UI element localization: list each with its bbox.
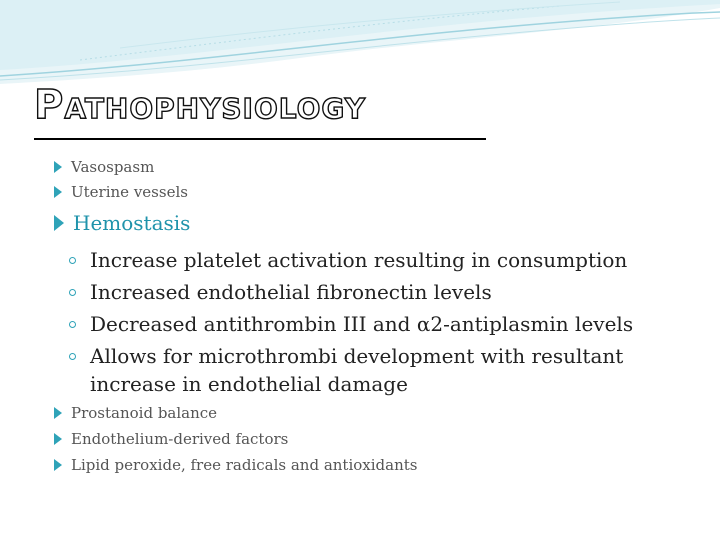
bullet-item (54, 182, 188, 202)
sub-bullet-text: Increase platelet activation resulting in consumption (90, 248, 628, 272)
sub-bullet-continuation (90, 370, 408, 398)
sub-bullet-item (90, 246, 627, 274)
circle-bullet-icon (69, 257, 76, 264)
bullet-text: Prostanoid balance (71, 404, 218, 422)
triangle-bullet-icon (54, 215, 64, 231)
triangle-bullet-icon (54, 161, 62, 173)
sub-bullet-text: Decreased antithrombin III and α2-antiplasmin levels (90, 312, 634, 336)
bullet-item (54, 429, 288, 449)
sub-bullet-text: Increased endothelial fibronectin levels (90, 280, 492, 304)
bullet-text: Vasospasm (71, 158, 155, 176)
sub-bullet-item (90, 310, 633, 338)
triangle-bullet-icon (54, 433, 62, 445)
bullet-text: Uterine vessels (71, 183, 188, 201)
bullet-text: Lipid peroxide, free radicals and antioxidants (71, 456, 418, 474)
bullet-text: Endothelium-derived factors (71, 430, 289, 448)
sub-bullet-item (90, 342, 623, 370)
bullet-item (54, 157, 154, 177)
triangle-bullet-icon (54, 186, 62, 198)
bullet-item-heading (54, 211, 190, 235)
triangle-bullet-icon (54, 459, 62, 471)
bullet-heading-text: Hemostasis (73, 211, 191, 235)
sub-bullet-text: increase in endothelial damage (90, 372, 408, 396)
sub-bullet-item (90, 278, 492, 306)
triangle-bullet-icon (54, 407, 62, 419)
bullet-item (54, 455, 417, 475)
sub-bullet-text: Allows for microthrombi development with resultant (90, 344, 624, 368)
circle-bullet-icon (69, 321, 76, 328)
circle-bullet-icon (69, 353, 76, 360)
bullet-item (54, 403, 217, 423)
slide-title: Pathophysiology (34, 82, 367, 128)
title-underline (34, 138, 486, 140)
circle-bullet-icon (69, 289, 76, 296)
